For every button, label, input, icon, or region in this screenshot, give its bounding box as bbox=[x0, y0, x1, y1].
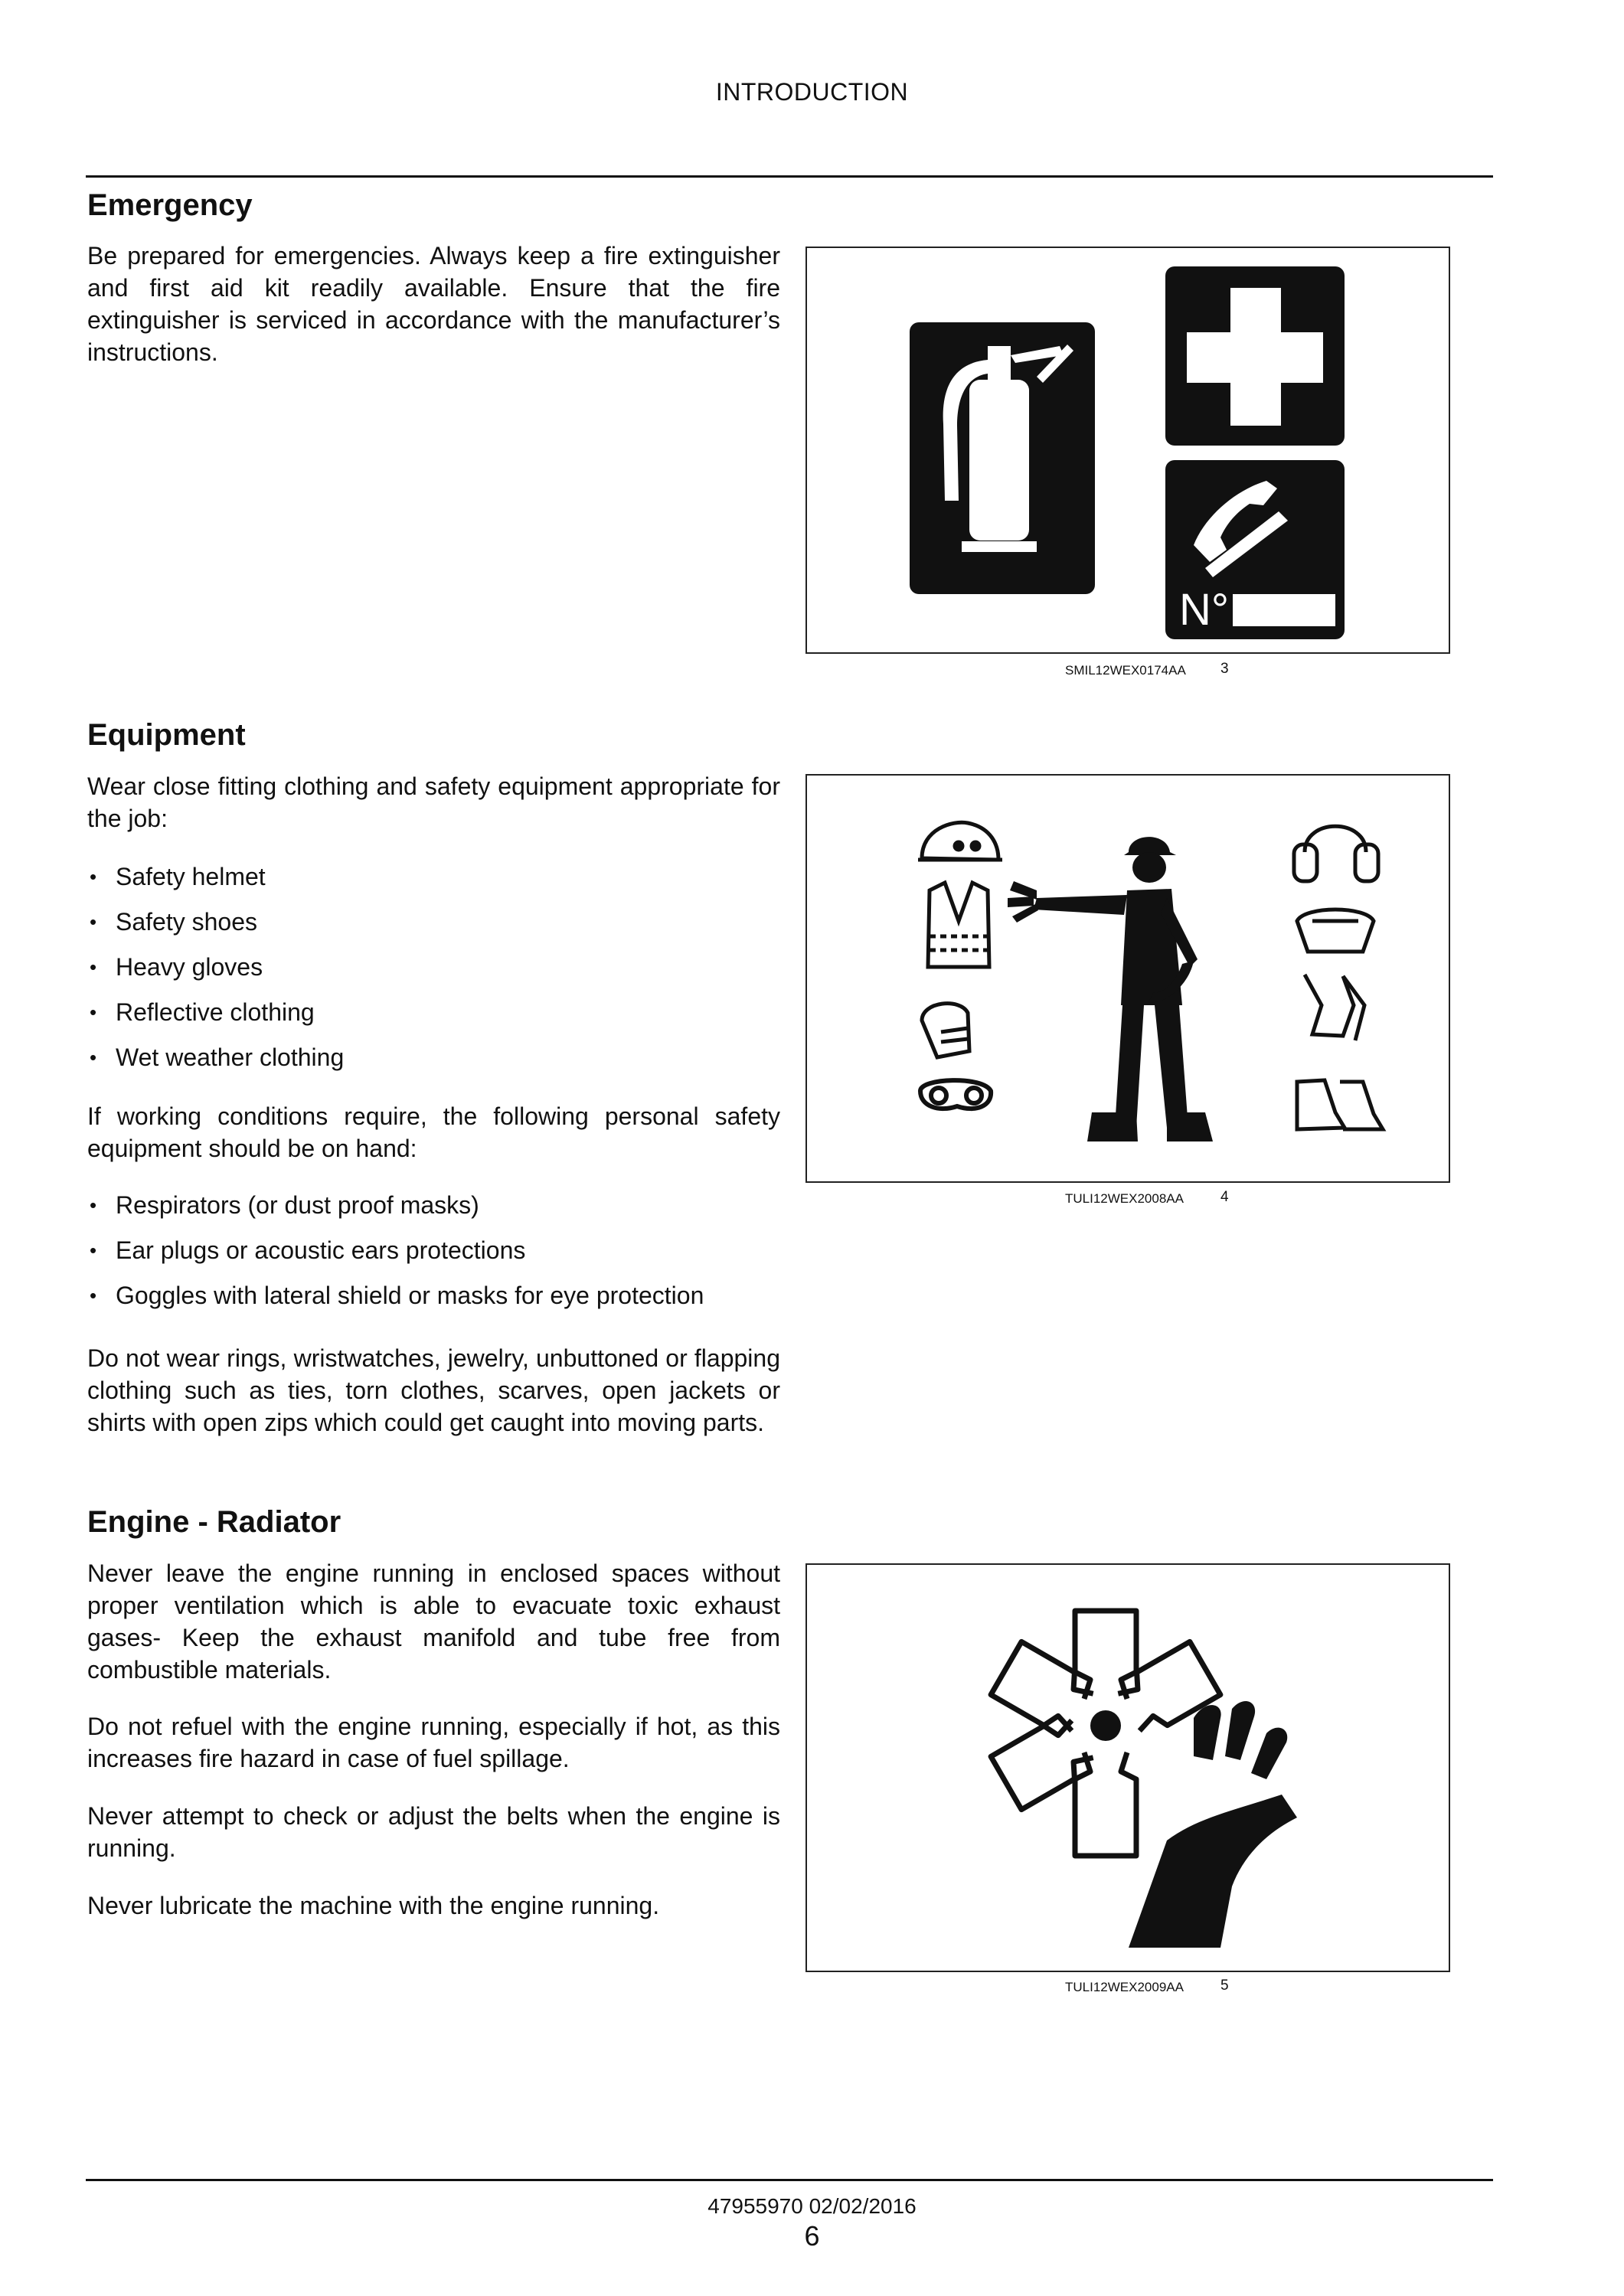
engine-paragraph-2: Do not refuel with the engine running, especially if hot, as this increases fire hazard in case of fuel spillage. bbox=[87, 1713, 780, 1772]
section-heading-engine-radiator: Engine - Radiator bbox=[87, 1505, 341, 1539]
figure-5-number: 5 bbox=[1220, 1978, 1229, 1994]
emergency-phone-icon bbox=[1165, 460, 1345, 639]
respirator-mask-icon bbox=[1297, 910, 1374, 952]
footer-doc-reference: 47955970 02/02/2016 bbox=[707, 2194, 917, 2218]
list-item: • Safety shoes bbox=[87, 906, 344, 951]
reflective-vest-icon bbox=[928, 883, 989, 967]
heavy-gloves-icon bbox=[1305, 975, 1364, 1040]
figure-emergency-symbols bbox=[805, 247, 1450, 654]
list-item: • Safety helmet bbox=[87, 861, 344, 906]
page-header-title: INTRODUCTION bbox=[715, 78, 909, 106]
figure-3-code: SMIL12WEX0174AA bbox=[1065, 663, 1186, 678]
phone-number-label: N° bbox=[1179, 585, 1230, 635]
engine-paragraph-4: Never lubricate the machine with the engine running. bbox=[87, 1892, 660, 1919]
section-heading-equipment: Equipment bbox=[87, 718, 246, 752]
page-number: 6 bbox=[804, 2220, 820, 2252]
engine-paragraph-3: Never attempt to check or adjust the belts when the engine is running. bbox=[87, 1802, 780, 1862]
figure-safety-equipment bbox=[805, 774, 1450, 1183]
figure-4-number: 4 bbox=[1220, 1189, 1229, 1205]
emergency-paragraph: Be prepared for emergencies. Always keep a fire extinguisher and first aid kit readily available. Ensure that the fire extinguisher is serviced in accordance with the manufacturer’s instructions. bbox=[87, 242, 780, 366]
safety-helmet-icon bbox=[918, 822, 1002, 860]
figure-fan-hazard bbox=[805, 1563, 1450, 1972]
equipment-list bbox=[87, 861, 344, 1086]
fan-blade-icon bbox=[991, 1611, 1220, 1856]
section-heading-emergency: Emergency bbox=[87, 188, 253, 222]
equipment-outro: Do not wear rings, wristwatches, jewelry, unbuttoned or flapping clothing such as ties, torn clothes, scarves, open jackets or shirts with open zips which could get caught into moving parts. bbox=[87, 1344, 780, 1436]
safety-goggles-icon bbox=[920, 1080, 991, 1109]
figure-4-code: TULI12WEX2008AA bbox=[1065, 1191, 1184, 1206]
list-item: • Reflective clothing bbox=[87, 996, 344, 1041]
safety-boots-icon bbox=[1297, 1080, 1383, 1129]
first-aid-cross-icon bbox=[1165, 266, 1345, 446]
figure-3-number: 3 bbox=[1220, 661, 1229, 677]
equipment-intro: Wear close fitting clothing and safety equipment appropriate for the job: bbox=[87, 772, 780, 832]
header-rule bbox=[86, 175, 1493, 178]
ear-muffs-icon bbox=[1294, 826, 1378, 881]
list-item: • Heavy gloves bbox=[87, 951, 344, 996]
list-item: • Wet weather clothing bbox=[87, 1041, 344, 1086]
list-item: • Ear plugs or acoustic ears protections bbox=[87, 1234, 704, 1279]
worker-figure-icon bbox=[1008, 837, 1213, 1141]
work-glove-icon bbox=[922, 1004, 969, 1057]
fire-extinguisher-icon bbox=[910, 322, 1095, 594]
hand-hazard-icon bbox=[1129, 1701, 1297, 1948]
equipment-intro-2: If working conditions require, the following personal safety equipment should be on hand: bbox=[87, 1102, 780, 1162]
list-item: • Respirators (or dust proof masks) bbox=[87, 1189, 704, 1234]
footer-rule bbox=[86, 2179, 1493, 2181]
engine-paragraph-1: Never leave the engine running in enclosed spaces without proper ventilation which is able to evacuate toxic exhaust gases- Keep the exhaust manifold and tube free from combustible materials. bbox=[87, 1560, 780, 1684]
list-item: • Goggles with lateral shield or masks for eye protection bbox=[87, 1279, 704, 1324]
equipment-list-2 bbox=[87, 1189, 704, 1324]
figure-5-code: TULI12WEX2009AA bbox=[1065, 1980, 1184, 1994]
